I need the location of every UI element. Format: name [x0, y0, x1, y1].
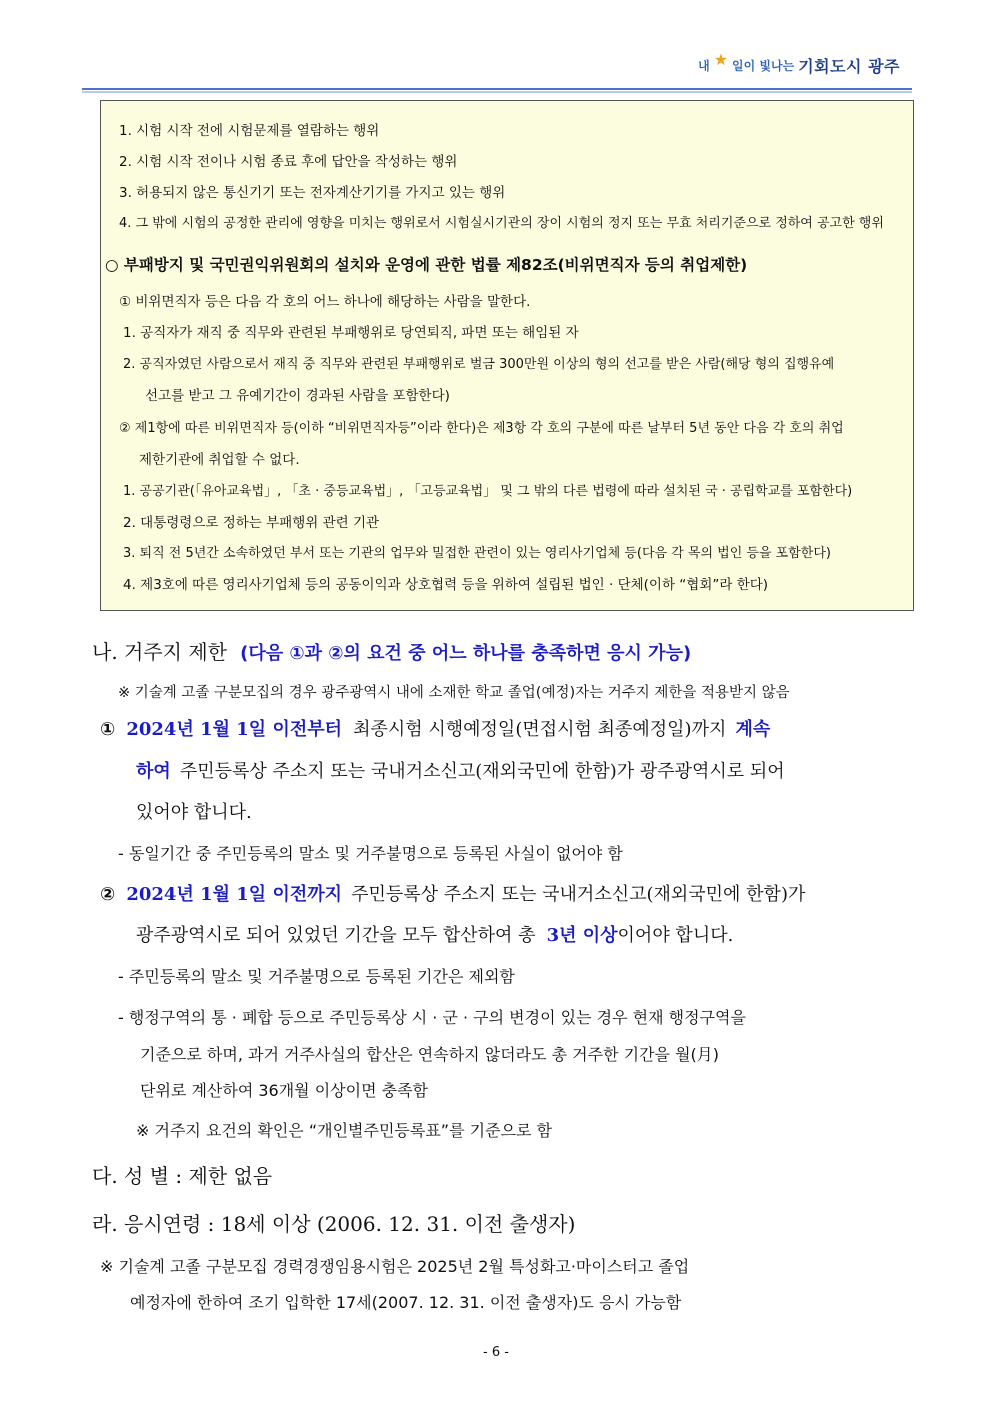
condition-2-line1	[100, 880, 805, 906]
box-line: ② 제1항에 따른 비위면직자 등(이하 “비위면직자등”이라 한다)은 제3항 각 호의 구분에 따른 날부터 5년 동안 다음 각 호의 취업	[119, 421, 844, 436]
star-icon: ★	[713, 50, 729, 69]
residence-note: ※ 기술계 고졸 구분모집의 경우 광주광역시 내에 소재한 학교 졸업(예정)자는 거주지 제한을 적용받지 않음	[118, 685, 790, 701]
condition-2-sub-2c: 단위로 계산하여 36개월 이상이면 충족함	[140, 1081, 428, 1100]
condition-2-number: ②	[100, 884, 116, 905]
condition-2-date: 2024년 1월 1일 이전까지	[126, 884, 343, 905]
condition-2-text-2a: 광주광역시로 되어 있었던 기간을 모두 합산하여 총	[136, 925, 536, 946]
condition-1-number: ①	[100, 719, 116, 740]
box-line: ① 비위면직자 등은 다음 각 호의 어느 하나에 해당하는 사람을 말한다.	[119, 294, 531, 310]
residence-title: 나. 거주지 제한	[92, 640, 227, 664]
residence-heading	[92, 636, 691, 665]
condition-1-line2	[136, 757, 785, 783]
box-line: 3. 허용되지 않은 통신기기 또는 전자계산기기를 가지고 있는 행위	[119, 185, 506, 201]
city-logo	[698, 50, 900, 77]
condition-2-emph: 3년 이상	[546, 925, 618, 946]
condition-1-sub: - 동일기간 중 주민등록의 말소 및 거주불명으로 등록된 사실이 없어야 함	[118, 844, 623, 863]
condition-1-line3: 있어야 합니다.	[136, 802, 252, 823]
logo-text-1: 내	[698, 59, 710, 73]
gender-requirement: 다. 성 별 : 제한 없음	[92, 1164, 273, 1188]
box-line: 1. 공직자가 재직 중 직무와 관련된 부패행위로 당연퇴직, 파면 또는 해임된 자	[123, 325, 579, 341]
condition-2-sub-2b: 기준으로 하며, 과거 거주사실의 합산은 연속하지 않더라도 총 거주한 기간을 월(月)	[140, 1045, 720, 1064]
logo-text-2: 일이 빛나는	[732, 59, 795, 73]
logo-text-3: 기회도시 광주	[798, 57, 900, 76]
page-number: - 6 -	[483, 1345, 509, 1360]
box-heading: ○ 부패방지 및 국민권익위원회의 설치와 운영에 관한 법률 제82조(비위면직자 등의 취업제한)	[105, 256, 748, 274]
age-note-line1: ※ 기술계 고졸 구분모집 경력경쟁임용시험은 2025년 2월 특성화고·마이스터고 졸업	[100, 1257, 690, 1276]
condition-1-date: 2024년 1월 1일 이전부터	[126, 719, 343, 740]
condition-2-text-2b: 이어야 합니다.	[617, 925, 734, 946]
condition-2-sub-2a: - 행정구역의 통 · 폐합 등으로 주민등록상 시 · 군 · 구의 변경이 있는 경우 현재 행정구역을	[118, 1008, 746, 1027]
box-line: 제한기관에 취업할 수 없다.	[139, 452, 300, 468]
residence-title-note: (다음 ①과 ②의 요건 중 어느 하나를 충족하면 응시 가능)	[240, 643, 692, 664]
condition-2-sub-1: - 주민등록의 말소 및 거주불명으로 등록된 기간은 제외함	[118, 967, 515, 986]
box-line: 2. 시험 시작 전이나 시험 종료 후에 답안을 작성하는 행위	[119, 154, 458, 170]
box-line: 2. 공직자였던 사람으로서 재직 중 직무와 관련된 부패행위로 벌금 300만원 이상의 형의 선고를 받은 사람(해당 형의 집행유예	[123, 357, 835, 372]
age-requirement: 라. 응시연령 : 18세 이상 (2006. 12. 31. 이전 출생자)	[92, 1212, 576, 1236]
box-line: 1. 공공기관(「유아교육법」, 「초 · 중등교육법」, 「고등교육법」 및 그 밖의 다른 법령에 따라 설치된 국 · 공립학교를 포함한다)	[123, 484, 853, 499]
condition-1-text-2: 주민등록상 주소지 또는 국내거소신고(재외국민에 한함)가 광주광역시로 되어	[179, 761, 785, 782]
regulation-box	[100, 100, 914, 611]
box-line: 2. 대통령령으로 정하는 부패행위 관련 기관	[123, 515, 380, 531]
age-note-line2: 예정자에 한하여 조기 입학한 17세(2007. 12. 31. 이전 출생자)도 응시 가능함	[130, 1293, 682, 1312]
condition-2-line2	[136, 921, 733, 947]
header-divider	[82, 88, 912, 90]
box-line: 3. 퇴직 전 5년간 소속하였던 부서 또는 기관의 업무와 밀접한 관련이 있는 영리사기업체 등(다음 각 목의 법인 등을 포함한다)	[123, 546, 831, 561]
condition-1-emph: 계속	[735, 719, 771, 740]
box-line: 4. 그 밖에 시험의 공정한 관리에 영향을 미치는 행위로서 시험실시기관의 장이 시험의 정지 또는 무효 처리기준으로 정하여 공고한 행위	[119, 216, 884, 231]
box-line: 4. 제3호에 따른 영리사기업체 등의 공동이익과 상호협력 등을 위하여 설립된 법인 · 단체(이하 “협회”라 한다)	[123, 577, 769, 593]
condition-1-line1	[100, 715, 770, 741]
condition-1-text: 최종시험 시행예정일(면접시험 최종예정일)까지	[353, 719, 727, 740]
box-line: 선고를 받고 그 유예기간이 경과된 사람을 포함한다)	[145, 388, 450, 404]
condition-2-text: 주민등록상 주소지 또는 국내거소신고(재외국민에 한함)가	[351, 884, 806, 905]
condition-2-note: ※ 거주지 요건의 확인은 “개인별주민등록표”를 기준으로 함	[136, 1121, 552, 1140]
condition-1-emph-2: 하여	[136, 761, 171, 782]
box-line: 1. 시험 시작 전에 시험문제를 열람하는 행위	[119, 123, 380, 139]
